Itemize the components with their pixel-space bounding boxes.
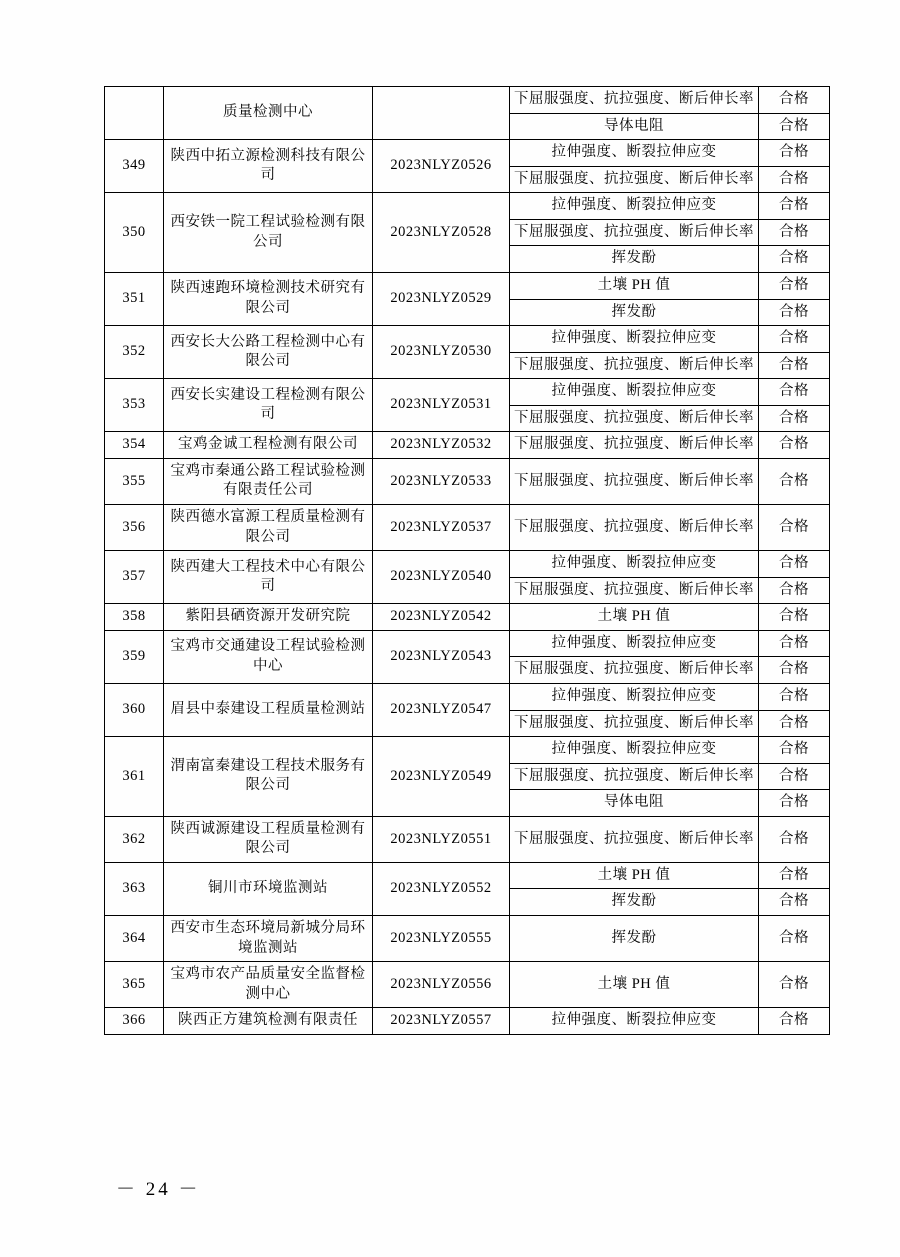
cell-test-item: 拉伸强度、断裂拉伸应变	[510, 630, 759, 657]
cell-conclusion: 合格	[759, 790, 830, 817]
cell-test-item: 土壤 PH 值	[510, 604, 759, 631]
cell-sample-code: 2023NLYZ0540	[373, 551, 510, 604]
table-row	[105, 87, 830, 114]
cell-sample-code: 2023NLYZ0556	[373, 962, 510, 1008]
table-body	[105, 87, 830, 1035]
cell-sample-code: 2023NLYZ0552	[373, 862, 510, 915]
cell-organization-name: 宝鸡市交通建设工程试验检测中心	[164, 630, 373, 683]
table-row	[105, 862, 830, 889]
cell-sequence-number: 362	[105, 816, 164, 862]
table-row	[105, 140, 830, 167]
table-row	[105, 816, 830, 862]
cell-sample-code: 2023NLYZ0543	[373, 630, 510, 683]
table-row	[105, 432, 830, 459]
cell-sequence-number: 353	[105, 379, 164, 432]
cell-test-item: 下屈服强度、抗拉强度、断后伸长率	[510, 657, 759, 684]
cell-sequence-number: 356	[105, 505, 164, 551]
cell-sample-code: 2023NLYZ0555	[373, 916, 510, 962]
cell-conclusion: 合格	[759, 916, 830, 962]
table-row	[105, 458, 830, 504]
cell-test-item: 挥发酚	[510, 916, 759, 962]
cell-conclusion: 合格	[759, 630, 830, 657]
cell-conclusion: 合格	[759, 1008, 830, 1035]
table-row	[105, 604, 830, 631]
cell-sequence-number: 354	[105, 432, 164, 459]
table-row	[105, 272, 830, 299]
cell-sequence-number: 364	[105, 916, 164, 962]
cell-test-item: 拉伸强度、断裂拉伸应变	[510, 1008, 759, 1035]
cell-conclusion: 合格	[759, 657, 830, 684]
cell-sequence-number: 363	[105, 862, 164, 915]
cell-test-item: 拉伸强度、断裂拉伸应变	[510, 140, 759, 167]
table-row	[105, 916, 830, 962]
cell-test-item: 下屈服强度、抗拉强度、断后伸长率	[510, 710, 759, 737]
cell-test-item: 挥发酚	[510, 889, 759, 916]
cell-sample-code	[373, 87, 510, 140]
cell-test-item: 下屈服强度、抗拉强度、断后伸长率	[510, 352, 759, 379]
cell-conclusion: 合格	[759, 577, 830, 604]
cell-sequence-number: 358	[105, 604, 164, 631]
cell-sequence-number: 352	[105, 326, 164, 379]
cell-conclusion: 合格	[759, 113, 830, 140]
cell-test-item: 拉伸强度、断裂拉伸应变	[510, 326, 759, 353]
cell-conclusion: 合格	[759, 299, 830, 326]
cell-test-item: 拉伸强度、断裂拉伸应变	[510, 737, 759, 764]
cell-conclusion: 合格	[759, 458, 830, 504]
cell-test-item: 下屈服强度、抗拉强度、断后伸长率	[510, 458, 759, 504]
cell-sample-code: 2023NLYZ0526	[373, 140, 510, 193]
cell-test-item: 下屈服强度、抗拉强度、断后伸长率	[510, 87, 759, 114]
cell-conclusion: 合格	[759, 737, 830, 764]
cell-organization-name: 西安铁一院工程试验检测有限公司	[164, 193, 373, 273]
table-row	[105, 737, 830, 764]
cell-conclusion: 合格	[759, 816, 830, 862]
cell-conclusion: 合格	[759, 551, 830, 578]
cell-test-item: 下屈服强度、抗拉强度、断后伸长率	[510, 432, 759, 459]
cell-conclusion: 合格	[759, 862, 830, 889]
cell-organization-name: 西安长实建设工程检测有限公司	[164, 379, 373, 432]
cell-organization-name: 宝鸡市农产品质量安全监督检测中心	[164, 962, 373, 1008]
cell-organization-name: 西安长大公路工程检测中心有限公司	[164, 326, 373, 379]
cell-organization-name: 渭南富秦建设工程技术服务有限公司	[164, 737, 373, 817]
cell-test-item: 土壤 PH 值	[510, 962, 759, 1008]
cell-test-item: 土壤 PH 值	[510, 272, 759, 299]
cell-test-item: 拉伸强度、断裂拉伸应变	[510, 551, 759, 578]
cell-test-item: 下屈服强度、抗拉强度、断后伸长率	[510, 763, 759, 790]
table-row	[105, 683, 830, 710]
cell-conclusion: 合格	[759, 87, 830, 114]
cell-conclusion: 合格	[759, 763, 830, 790]
cell-conclusion: 合格	[759, 962, 830, 1008]
cell-sample-code: 2023NLYZ0528	[373, 193, 510, 273]
cell-test-item: 拉伸强度、断裂拉伸应变	[510, 193, 759, 220]
cell-test-item: 导体电阻	[510, 790, 759, 817]
cell-conclusion: 合格	[759, 140, 830, 167]
cell-conclusion: 合格	[759, 246, 830, 273]
cell-test-item: 下屈服强度、抗拉强度、断后伸长率	[510, 505, 759, 551]
cell-organization-name: 眉县中泰建设工程质量检测站	[164, 683, 373, 736]
cell-test-item: 土壤 PH 值	[510, 862, 759, 889]
cell-sample-code: 2023NLYZ0547	[373, 683, 510, 736]
table-row	[105, 962, 830, 1008]
cell-sequence-number: 357	[105, 551, 164, 604]
cell-conclusion: 合格	[759, 379, 830, 406]
cell-organization-name: 陕西诚源建设工程质量检测有限公司	[164, 816, 373, 862]
cell-test-item: 导体电阻	[510, 113, 759, 140]
cell-conclusion: 合格	[759, 505, 830, 551]
cell-sequence-number: 365	[105, 962, 164, 1008]
cell-conclusion: 合格	[759, 683, 830, 710]
table-row	[105, 551, 830, 578]
cell-sample-code: 2023NLYZ0530	[373, 326, 510, 379]
cell-sample-code: 2023NLYZ0549	[373, 737, 510, 817]
cell-organization-name: 宝鸡金诚工程检测有限公司	[164, 432, 373, 459]
table-row	[105, 193, 830, 220]
cell-conclusion: 合格	[759, 193, 830, 220]
cell-test-item: 拉伸强度、断裂拉伸应变	[510, 683, 759, 710]
cell-organization-name: 质量检测中心	[164, 87, 373, 140]
cell-conclusion: 合格	[759, 889, 830, 916]
cell-sample-code: 2023NLYZ0531	[373, 379, 510, 432]
cell-organization-name: 陕西速跑环境检测技术研究有限公司	[164, 272, 373, 325]
cell-sequence-number: 360	[105, 683, 164, 736]
cell-sequence-number: 361	[105, 737, 164, 817]
cell-conclusion: 合格	[759, 432, 830, 459]
cell-organization-name: 紫阳县硒资源开发研究院	[164, 604, 373, 631]
cell-test-item: 挥发酚	[510, 299, 759, 326]
cell-sample-code: 2023NLYZ0557	[373, 1008, 510, 1035]
cell-sample-code: 2023NLYZ0529	[373, 272, 510, 325]
cell-test-item: 下屈服强度、抗拉强度、断后伸长率	[510, 577, 759, 604]
cell-conclusion: 合格	[759, 219, 830, 246]
cell-sequence-number: 366	[105, 1008, 164, 1035]
inspection-results-table-container	[104, 86, 809, 1035]
cell-conclusion: 合格	[759, 405, 830, 432]
inspection-results-table	[104, 86, 830, 1035]
cell-organization-name: 陕西建大工程技术中心有限公司	[164, 551, 373, 604]
cell-sample-code: 2023NLYZ0537	[373, 505, 510, 551]
cell-organization-name: 陕西正方建筑检测有限责任	[164, 1008, 373, 1035]
cell-conclusion: 合格	[759, 272, 830, 299]
cell-organization-name: 宝鸡市秦通公路工程试验检测有限责任公司	[164, 458, 373, 504]
cell-test-item: 挥发酚	[510, 246, 759, 273]
cell-sequence-number: 359	[105, 630, 164, 683]
cell-conclusion: 合格	[759, 604, 830, 631]
table-row	[105, 1008, 830, 1035]
cell-conclusion: 合格	[759, 326, 830, 353]
table-row	[105, 379, 830, 406]
cell-sequence-number: 350	[105, 193, 164, 273]
cell-organization-name: 西安市生态环境局新城分局环境监测站	[164, 916, 373, 962]
cell-test-item: 下屈服强度、抗拉强度、断后伸长率	[510, 219, 759, 246]
cell-conclusion: 合格	[759, 710, 830, 737]
cell-test-item: 下屈服强度、抗拉强度、断后伸长率	[510, 166, 759, 193]
cell-sample-code: 2023NLYZ0542	[373, 604, 510, 631]
cell-organization-name: 陕西德水富源工程质量检测有限公司	[164, 505, 373, 551]
page-number-label: － 24 －	[116, 1179, 201, 1200]
cell-sample-code: 2023NLYZ0533	[373, 458, 510, 504]
table-row	[105, 505, 830, 551]
cell-sequence-number: 349	[105, 140, 164, 193]
cell-sample-code: 2023NLYZ0551	[373, 816, 510, 862]
table-row	[105, 630, 830, 657]
cell-organization-name: 陕西中拓立源检测科技有限公司	[164, 140, 373, 193]
cell-test-item: 下屈服强度、抗拉强度、断后伸长率	[510, 405, 759, 432]
cell-sequence-number	[105, 87, 164, 140]
cell-sequence-number: 351	[105, 272, 164, 325]
cell-conclusion: 合格	[759, 166, 830, 193]
cell-test-item: 下屈服强度、抗拉强度、断后伸长率	[510, 816, 759, 862]
cell-sequence-number: 355	[105, 458, 164, 504]
cell-sample-code: 2023NLYZ0532	[373, 432, 510, 459]
table-row	[105, 326, 830, 353]
cell-organization-name: 铜川市环境监测站	[164, 862, 373, 915]
cell-conclusion: 合格	[759, 352, 830, 379]
page-footer	[104, 1174, 804, 1201]
cell-test-item: 拉伸强度、断裂拉伸应变	[510, 379, 759, 406]
